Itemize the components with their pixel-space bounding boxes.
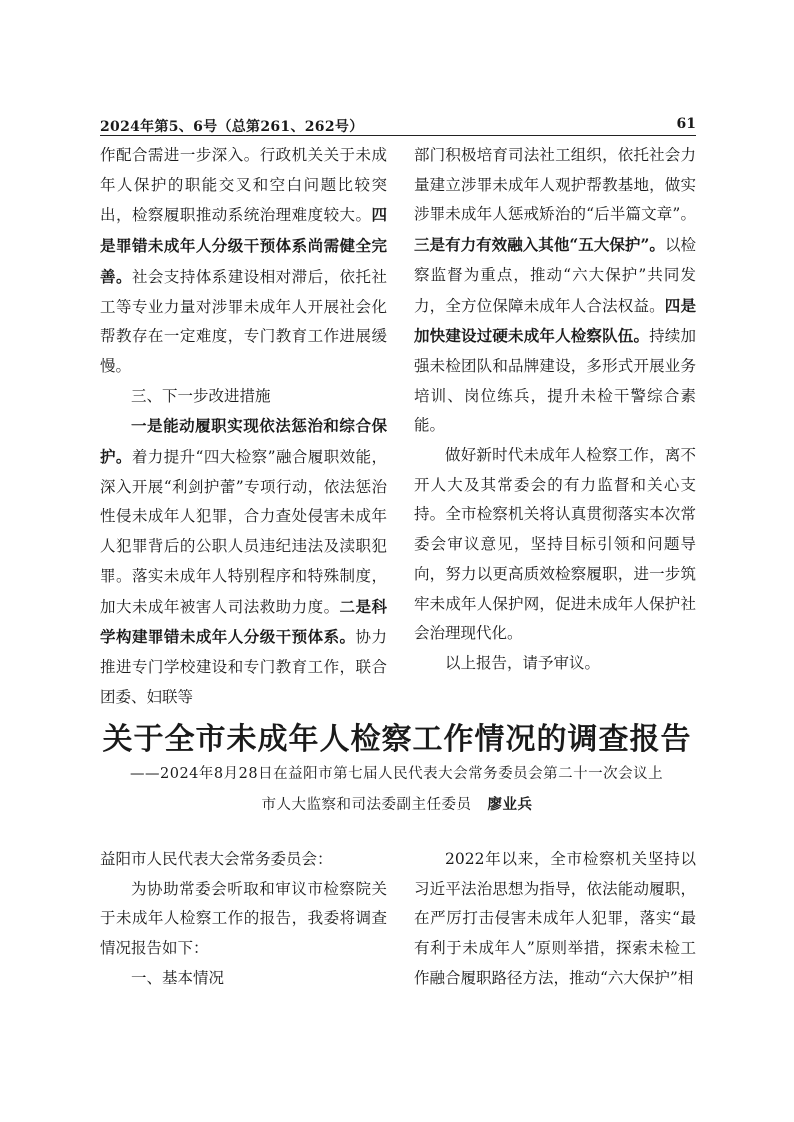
text-span: 着力提升“四大检察”融合履职效能，深入开展“利剑护蕾”专项行动，依法惩治性侵未成年人犯罪，合力查处侵害未成年人犯罪背后的公职人员违纪违法及渎职犯罪。落实未成年人特别程序和特殊制度，加大未成年被害人司法救助力度。 [100,448,387,616]
text-span: 协力推进专门学校建设和专门教育工作，联合团委、妇联等 [100,628,387,706]
text-span: 持续加强未检团队和品牌建设，多形式开展业务培训、岗位练兵，提升未检干警综合素能。 [414,327,696,435]
header-rule [100,135,696,136]
paragraph [414,141,696,441]
paragraph: 2022年以来，全市检察机关坚持以习近平法治思想为指导，依法能动履职，在严厉打击侵害未成年人犯罪，落实“最有利于未成年人”原则举措，探索未检工作融合履职路径方法，推动“六大保护”相 [414,850,696,987]
bold-point: 一是能动履职实现依法惩治和综合保护。 [100,416,387,467]
upper-left-column [100,141,387,712]
bold-point: 四是罪错未成年人分级干预体系尚需健全完善。 [100,205,387,286]
section-heading-3: 三、下一步改进措施 [131,386,271,405]
author-role: 市人大监察和司法委副主任委员 [261,797,472,813]
bold-point: 四是加快建设过硬未成年人检察队伍。 [414,295,696,346]
bold-point: 二是科学构建罪错未成年人分级干预体系。 [100,596,387,647]
article-subtitle: ——2024年8月28日在益阳市第七届人民代表大会常务委员会第二十一次会议上 [130,766,664,782]
text-span: 作配合需进一步深入。行政机关关于未成年人保护的职能交叉和空白问题比较突出，检察履职推动系统治理难度较大。 [100,146,387,225]
bold-point: 三是有力有效融入其他“五大保护”。 [414,235,665,255]
closing-line: 以上报告，请予审议。 [445,653,601,672]
text-span: 部门积极培育司法社工组织，依托社会力量建立涉罪未成年人观护帮教基地，做实涉罪未成年人惩戒矫治的“后半篇文章”。 [414,146,696,224]
issue-label: 2024年第5、6号（总第261、262号） [100,119,364,135]
salutation: 益阳市人民代表大会常务委员会： [100,850,333,868]
lower-left-column [100,845,387,994]
author-name: 廖业兵 [487,796,533,813]
lower-right-column [414,845,696,994]
text-span: 社会支持体系建设相对滞后，依托社工等专业力量对涉罪未成年人开展社会化帮教存在一定难度，专门教育工作进展缓慢。 [100,267,387,375]
paragraph: 为协助常委会听取和审议市检察院关于未成年人检察工作的报告，我委将调查情况报告如下： [100,879,387,958]
upper-right-column [414,141,696,679]
paragraph [100,411,387,712]
author-line [0,793,794,814]
page-number: 61 [676,116,696,132]
text-span: 以检察监督为重点，推动“六大保护”共同发力，全方位保障未成年人合法权益。 [414,236,696,315]
paragraph [100,141,387,382]
paragraph: 做好新时代未成年人检察工作，离不开人大及其常委会的有力监督和关心支持。全市检察机关将认真贯彻落实本次常委会审议意见，坚持目标引领和问题导向，努力以更高质效检察履职，进一步筑牢未成年人保护网，促进未成年人保护社会治理现代化。 [414,446,696,643]
section-heading-1: 一、基本情况 [131,968,225,987]
article-title: 关于全市未成年人检察工作情况的调查报告 [102,722,692,757]
